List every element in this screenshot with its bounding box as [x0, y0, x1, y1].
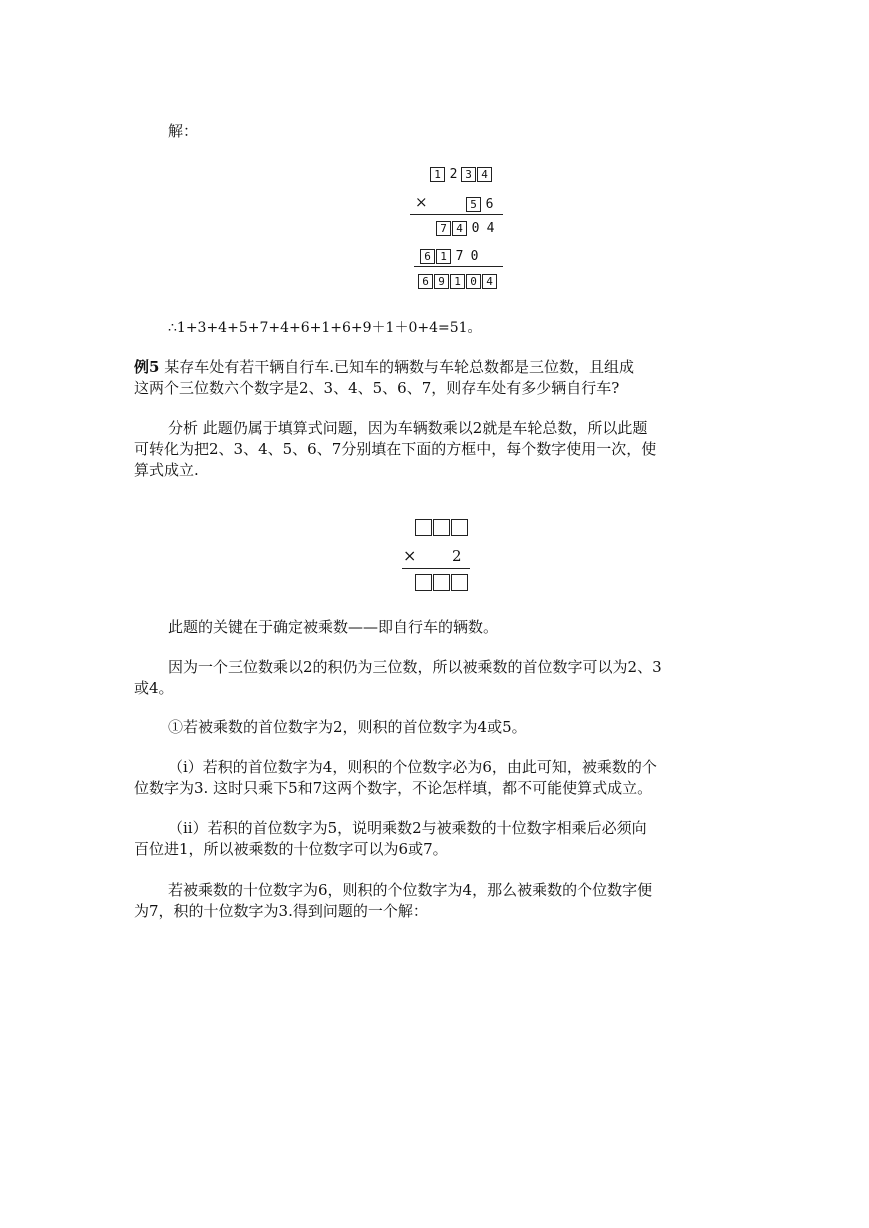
case-ii-line-1: （ii）若积的首位数字为5，说明乘数2与被乘数的十位数字相乘后必须向: [168, 819, 647, 837]
calc2-multiplier: 2: [452, 547, 462, 565]
blank-box: [433, 574, 450, 591]
calc1-rule-1: [410, 214, 503, 215]
digit-box: 1: [430, 167, 445, 182]
case-i-line-1: （i）若积的首位数字为4，则积的个位数字必为6，由此可知，被乘数的个: [168, 758, 657, 776]
tens-line-1: 若被乘数的十位数字为6，则积的个位数字为4，那么被乘数的个位数字便: [168, 881, 653, 899]
because-line-1: 因为一个三位数乘以2的积仍为三位数，所以被乘数的首位数字可以为2、3: [168, 658, 662, 676]
case-ii-line-2: 百位进1，所以被乘数的十位数字可以为6或7。: [134, 840, 448, 858]
digit-box: 1: [436, 249, 451, 264]
calc1-times-sign: ×: [415, 193, 428, 211]
digit-box: 3: [461, 167, 476, 182]
calc1-partial-2: [420, 246, 482, 264]
digit-box: 5: [466, 197, 481, 212]
digit-box: 6: [420, 249, 435, 264]
calc1-partial-1: [436, 218, 498, 236]
blank-box: [433, 519, 450, 536]
digit-box: 4: [477, 167, 492, 182]
multiplication-calc-1: [400, 160, 510, 290]
blank-box: [451, 519, 468, 536]
example5-line-2: 这两个三位数六个数字是2、3、4、5、6、7，则存车处有多少辆自行车?: [134, 379, 620, 397]
example5-text-1: 某存车处有若干辆自行车.已知车的辆数与车轮总数都是三位数，且组成: [164, 358, 634, 376]
calc1-product: [418, 271, 498, 289]
because-line-2: 或4。: [134, 679, 174, 697]
key-paragraph: 此题的关键在于确定被乘数——即自行车的辆数。: [168, 618, 499, 636]
calc2-multiplicand-boxes: [415, 517, 469, 536]
calc1-rule-2: [414, 266, 503, 267]
digit: 4: [486, 221, 495, 236]
calc2-rule: [402, 568, 470, 569]
blank-box: [415, 574, 432, 591]
digit-box: 0: [466, 274, 481, 289]
digit: 0: [470, 249, 479, 264]
digit: 2: [449, 167, 458, 182]
calc2-product-boxes: [415, 572, 469, 591]
blank-box: [451, 574, 468, 591]
example5-line-1: [134, 357, 634, 377]
digit-box: 6: [418, 274, 433, 289]
case-i-line-2: 位数字为3. 这时只乘下5和7这两个数字，不论怎样填，都不可能使算式成立。: [134, 779, 653, 797]
example5-label: 例5: [134, 358, 160, 376]
digit-box: 4: [452, 221, 467, 236]
calc1-multiplier: [466, 194, 497, 212]
analysis-line-2: 可转化为把2、3、4、5、6、7分别填在下面的方框中，每个数字使用一次，使: [134, 440, 657, 458]
digit-box: 7: [436, 221, 451, 236]
multiplication-calc-2: [398, 512, 478, 592]
analysis-line-3: 算式成立.: [134, 461, 199, 479]
digit: 0: [471, 221, 480, 236]
tens-line-2: 为7，积的十位数字为3.得到问题的一个解：: [134, 902, 428, 920]
digit-box: 9: [434, 274, 449, 289]
calc1-multiplicand: [430, 164, 493, 182]
digit-box: 1: [450, 274, 465, 289]
analysis-line-1: 分析 此题仍属于填算式问题，因为车辆数乘以2就是车轮总数，所以此题: [168, 419, 648, 437]
case1-paragraph: ①若被乘数的首位数字为2，则积的首位数字为4或5。: [168, 718, 527, 736]
solution-label: 解：: [168, 122, 199, 140]
blank-box: [415, 519, 432, 536]
digit-box: 4: [482, 274, 497, 289]
digit: 7: [455, 249, 464, 264]
sum-line: ∴1+3+4+5+7+4+6+1+6+9＋1＋0+4=51。: [168, 320, 482, 336]
digit: 6: [485, 197, 494, 212]
calc2-times-sign: ×: [403, 546, 417, 565]
